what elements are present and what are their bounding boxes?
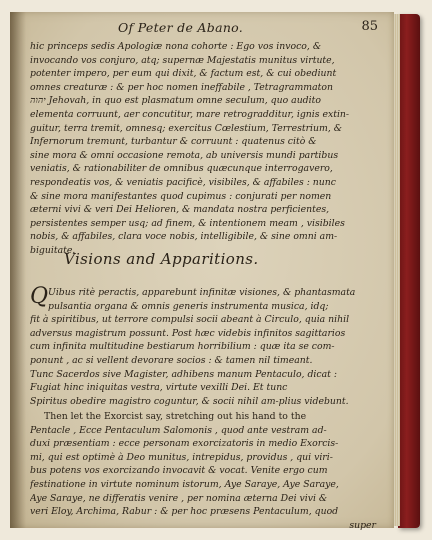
text-line: Pentacle , Ecce Pentaculum Salomonis , quod ante vestram ad- bbox=[30, 424, 327, 436]
text-line: potenter impero, per eum qui dixit, & factum est, & cui obediunt bbox=[30, 68, 337, 80]
text-line: persistentes semper usq; ad finem, & intentionem meam , visibiles bbox=[30, 217, 345, 229]
catchword: super bbox=[349, 519, 376, 531]
text-line: & sine mora manifestantes quod cupimus : conjurati per nomen bbox=[30, 190, 332, 202]
text-line: elementa corruunt, aer concutitur, mare retrogradditur, ignis extin- bbox=[30, 108, 350, 120]
text-line: cum infinita multitudine bestiarum horribilium : quæ ita se com- bbox=[30, 341, 335, 353]
text-line: mi, qui est optimè à Deo munitus, intrepidus, providus , qui viri- bbox=[30, 451, 333, 463]
drop-cap: Q bbox=[30, 284, 49, 309]
text-line: Spiritus obedire magistro coguntur, & socii nihil am-plius videbunt. bbox=[30, 395, 349, 407]
text-line: Aye Saraye, ne differatis venire , per nomina æterna Dei vivi & bbox=[30, 492, 328, 504]
text-line: Fugiat hinc iniquitas vestra, virtute vexilli Dei. Et tunc bbox=[30, 382, 288, 394]
paragraph-exorcist bbox=[30, 410, 380, 532]
paragraph-latin-conjuration bbox=[30, 40, 380, 258]
text-line: ponunt , ac si vellent devorare socios : & tamen nil timeant. bbox=[30, 354, 313, 366]
section-heading: Visions and Apparitions. bbox=[64, 250, 259, 268]
text-line: festinatione in virtute nominum istorum, Aye Saraye, Aye Saraye, bbox=[30, 478, 339, 490]
paragraph-visions bbox=[30, 286, 380, 408]
running-head bbox=[10, 20, 394, 38]
page-gutter-shadow bbox=[10, 12, 26, 528]
text-line: invocando vos conjuro, atq; supernæ Majestatis munitus virtute, bbox=[30, 54, 335, 66]
text-line: hic princeps sedis Apologiæ nona cohorte : Ego vos invoco, & bbox=[30, 41, 322, 52]
running-title: Of Peter de Abano. bbox=[118, 20, 244, 35]
book-cover bbox=[398, 14, 420, 528]
text-line: fit à spiritibus, ut terrore compulsi socii abeant à Circulo, quia nihil bbox=[30, 314, 350, 326]
text-line: sine mora & omni occasione remota, ab universis mundi partibus bbox=[30, 149, 339, 161]
text-line: respondeatis vos, & veniatis pacificè, visibiles, & affabiles : nunc bbox=[30, 176, 336, 188]
text-line: biguitate. bbox=[30, 244, 76, 256]
text-line: bus potens vos exorcizando invocavit & vocat. Venite ergo cum bbox=[30, 465, 328, 477]
text-line: Uibus ritè peractis, apparebunt infinitæ visiones, & phantasmata bbox=[48, 287, 356, 298]
text-line: nobis, & affabiles, clara voce nobis, intelligibile, & sine omni am- bbox=[30, 231, 338, 243]
text-line: guitur, terra tremit, omnesq; exercitus Cœlestium, Terrestrium, & bbox=[30, 122, 343, 134]
text-line: adversus magistrum possunt. Post hæc videbis infinitos sagittarios bbox=[30, 327, 346, 339]
text-line: Tunc Sacerdos sive Magister, adhibens manum Pentaculo, dicat : bbox=[30, 368, 337, 380]
text-line: veri Eloy, Archima, Rabur : & per hoc præsens Pentaculum, quod bbox=[30, 506, 339, 518]
text-line: יהוה Jehovah, in quo est plasmatum omne seculum, quo audito bbox=[30, 95, 321, 107]
text-line: Infernorum tremunt, turbantur & corruunt : quatenus citò & bbox=[30, 136, 317, 148]
text-line: veniatis, & rationabiliter de omnibus quæcunque interrogavero, bbox=[30, 163, 333, 175]
text-line: pulsantia organa & omnis generis instrumenta musica, idq; bbox=[48, 300, 329, 312]
text-line: æterni vivi & veri Dei Helioren, & mandata nostra perficientes, bbox=[30, 204, 330, 216]
text-line: duxi præsentiam : ecce personam exorcizatoris in medio Exorcis- bbox=[30, 438, 339, 450]
book-page bbox=[10, 12, 394, 531]
text-line: omnes creaturæ : & per hoc nomen ineffabile , Tetragrammaton bbox=[30, 81, 333, 93]
page-number: 85 bbox=[361, 19, 378, 34]
text-line: Then let the Exorcist say, stretching out his hand to the bbox=[44, 411, 307, 422]
